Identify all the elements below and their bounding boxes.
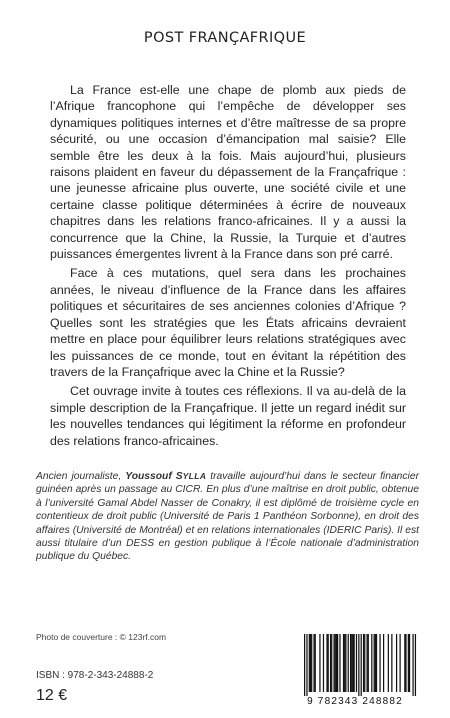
barcode-bar	[358, 634, 359, 696]
barcode-bar	[339, 634, 340, 692]
barcode-bar	[328, 634, 329, 692]
blurb-paragraph-1: La France est-elle une chape de plomb aux pieds de l’Afrique francophone qui l’empêche de développer ses dynamiques politiques internes et d’être maîtresse de sa propre sécurité, ou une occasion d’émancipation mal saisie? Elle semble être les deux à la fois. Mais aujourd’hui, plusieurs raisons plaident en faveur du dépassement de la Françafrique : une jeunesse africaine plus ouverte, une société civile et une certaine classe politique déterminées à écrire de nouveaux chapitres dans les relations franco-africaines. Il y a aussi la concurrence que la Chine, la Russie, la Turquie et d’autres puissances émergentes livrent à la France dans son pré carré.	[50, 83, 406, 262]
isbn-number: ISBN : 978-2-343-24888-2	[36, 670, 154, 681]
barcode-bar	[348, 634, 349, 692]
barcode-bars	[292, 634, 418, 696]
barcode-bar	[335, 634, 336, 692]
barcode-bar	[379, 634, 380, 692]
barcode-bar	[399, 634, 400, 692]
barcode-bar	[376, 634, 377, 692]
price-label: 12 €	[36, 687, 68, 704]
barcode-bar	[404, 634, 405, 692]
bio-text: travaille aujourd’hui dans le secteur financier guinéen après un passage au CICR. En plus d’une maîtrise en droit public, obtenue à l’université Gamal Abdel Nasser de Conakry, il est diplômé de troisième cycle en contentieux de droit public (Université de Paris 1 Panthéon Sorbonne), en droit des affaires (Université de Montréal) et en relations internationales (IDERIC Paris). Il est aussi titulaire d’un DESS en gestion publique à l’École nationale d’administration publique du Québec.	[36, 471, 419, 563]
author-last-initial: S	[175, 471, 183, 482]
barcode-bar	[356, 634, 357, 692]
barcode-bar	[396, 634, 397, 692]
barcode-bar	[330, 634, 331, 692]
back-cover-blurb	[50, 82, 406, 452]
barcode-bar	[366, 634, 367, 692]
book-title: POST FRANÇAFRIQUE	[143, 30, 307, 46]
barcode-bar	[333, 634, 334, 692]
barcode-bar	[374, 634, 375, 692]
barcode-digits: 9 782343 248882	[307, 696, 403, 707]
photo-credit: Photo de couverture : © 123rf.com	[36, 632, 167, 642]
barcode-bar	[344, 634, 345, 692]
barcode-bar	[350, 634, 351, 692]
author-name	[125, 471, 206, 482]
barcode-bar	[345, 634, 346, 692]
barcode-bar	[331, 634, 332, 692]
barcode-bar	[363, 634, 364, 692]
author-biography	[36, 470, 419, 564]
barcode-bar	[415, 634, 416, 696]
barcode-bar	[368, 634, 369, 692]
barcode-bar	[336, 634, 337, 692]
barcode-bar	[375, 634, 376, 692]
barcode-bar	[354, 634, 355, 692]
barcode-bar	[326, 634, 327, 692]
barcode-bar	[311, 634, 312, 692]
barcode-bar	[352, 634, 353, 692]
barcode-bar	[408, 634, 409, 692]
blurb-paragraph-3: Cet ouvrage invite à toutes ces réflexions. Il va au-delà de la simple description de la Françafrique. Il jette un regard inédit sur les nouvelles tendances qui légitiment la réforme en profondeur des relations franco-africaines.	[50, 384, 406, 448]
barcode-bar	[409, 634, 410, 692]
barcode-bar	[351, 634, 352, 692]
ean-barcode	[292, 634, 418, 710]
barcode-bar	[323, 634, 324, 692]
barcode-bar	[337, 634, 338, 692]
barcode-bar	[304, 634, 305, 696]
barcode-bar	[405, 634, 406, 692]
author-last-rest: YLLA	[182, 471, 207, 481]
barcode-bar	[343, 634, 344, 692]
author-first-name: Youssouf	[125, 471, 176, 482]
bio-prefix: Ancien journaliste,	[36, 471, 126, 482]
barcode-bar	[388, 634, 389, 692]
barcode-bar	[313, 634, 314, 692]
barcode-bar	[315, 634, 316, 692]
barcode-bar	[310, 634, 311, 692]
barcode-bar	[412, 634, 413, 696]
barcode-bar	[306, 634, 307, 696]
barcode-bar	[391, 634, 392, 692]
barcode-bar	[309, 634, 310, 692]
barcode-bar	[364, 634, 365, 692]
blurb-paragraph-2: Face à ces mutations, quel sera dans les prochaines années, le niveau d’influence de la France dans les affaires politiques et sécuritaires de ses anciennes colonies d’Afrique ? Quelles sont les stratégies que les États africains devraient mettre en place pour équilibrer leurs relations stratégiques avec les puissances de ce monde, tout en évitant la répétition des travers de la Françafrique avec la Chine et la Russie?	[50, 266, 406, 379]
barcode-bar	[371, 634, 372, 692]
barcode-bar	[361, 634, 362, 696]
barcode-bar	[319, 634, 320, 692]
barcode-bar	[383, 634, 384, 692]
